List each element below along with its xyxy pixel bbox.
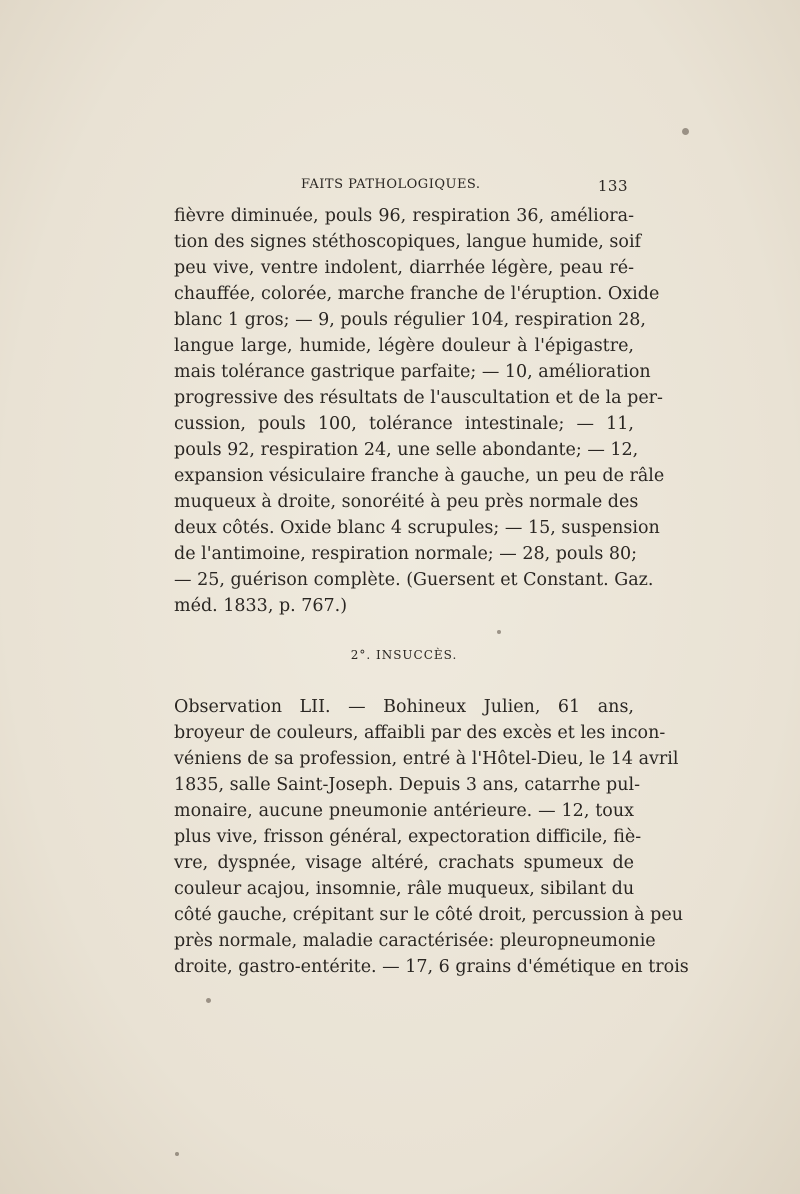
text-line: cussion, pouls 100, tolérance intestinale; — 11, [174, 414, 634, 434]
section-heading: 2°. INSUCCÈS. [350, 648, 458, 662]
text-line: blanc 1 gros; — 9, pouls régulier 104, respiration 28, [174, 310, 646, 330]
text-line: couleur acajou, insomnie, râle muqueux, sibilant du [174, 879, 635, 899]
paragraph-1 [174, 203, 665, 619]
text-line: chauffée, colorée, marche franche de l'éruption. Oxide [174, 284, 660, 304]
text-line: véniens de sa profession, entré à l'Hôtel-Dieu, le 14 avril [174, 749, 679, 769]
text-line: fièvre diminuée, pouls 96, respiration 36, améliora- [174, 206, 634, 226]
text-line: droite, gastro-entérite. — 17, 6 grains d'émétique en trois [174, 957, 689, 977]
paper-spot [175, 1152, 179, 1156]
text-line: muqueux à droite, sonoréité à peu près normale des [174, 492, 639, 512]
text-line: près normale, maladie caractérisée: pleuropneumonie [174, 931, 656, 951]
text-line: tion des signes stéthoscopiques, langue humide, soif [174, 232, 642, 252]
page-header [176, 174, 632, 196]
text-line: plus vive, frisson général, expectoration difficile, fiè- [174, 827, 642, 847]
text-line: broyeur de couleurs, affaibli par des excès et les incon- [174, 723, 666, 743]
paragraph-2 [174, 694, 689, 980]
text-line: Observation LII. — Bohineux Julien, 61 ans, [174, 697, 634, 717]
text-line: pouls 92, respiration 24, une selle abondante; — 12, [174, 440, 639, 460]
text-line: progressive des résultats de l'auscultation et de la per- [174, 388, 663, 408]
text-line: côté gauche, crépitant sur le côté droit, percussion à peu [174, 905, 683, 925]
text-line: deux côtés. Oxide blanc 4 scrupules; — 15, suspension [174, 518, 660, 538]
page-number: 133 [597, 177, 628, 195]
text-line: monaire, aucune pneumonie antérieure. — 12, toux [174, 801, 634, 821]
text-line: mais tolérance gastrique parfaite; — 10, amélioration [174, 362, 651, 382]
text-line: langue large, humide, légère douleur à l'épigastre, [174, 336, 634, 356]
text-line: 1835, salle Saint-Joseph. Depuis 3 ans, catarrhe pul- [174, 775, 641, 795]
paper-spot [206, 998, 211, 1003]
running-title: FAITS PATHOLOGIQUES. [301, 177, 481, 192]
paper-spot [497, 630, 501, 634]
text-line: vre, dyspnée, visage altéré, crachats spumeux de [174, 853, 634, 873]
text-line: méd. 1833, p. 767.) [174, 596, 348, 616]
text-line: expansion vésiculaire franche à gauche, un peu de râle [174, 466, 665, 486]
paper-spot [682, 128, 689, 135]
text-line: peu vive, ventre indolent, diarrhée légère, peau ré- [174, 258, 634, 278]
text-line: de l'antimoine, respiration normale; — 28, pouls 80; [174, 544, 638, 564]
text-line: — 25, guérison complète. (Guersent et Constant. Gaz. [174, 570, 654, 590]
